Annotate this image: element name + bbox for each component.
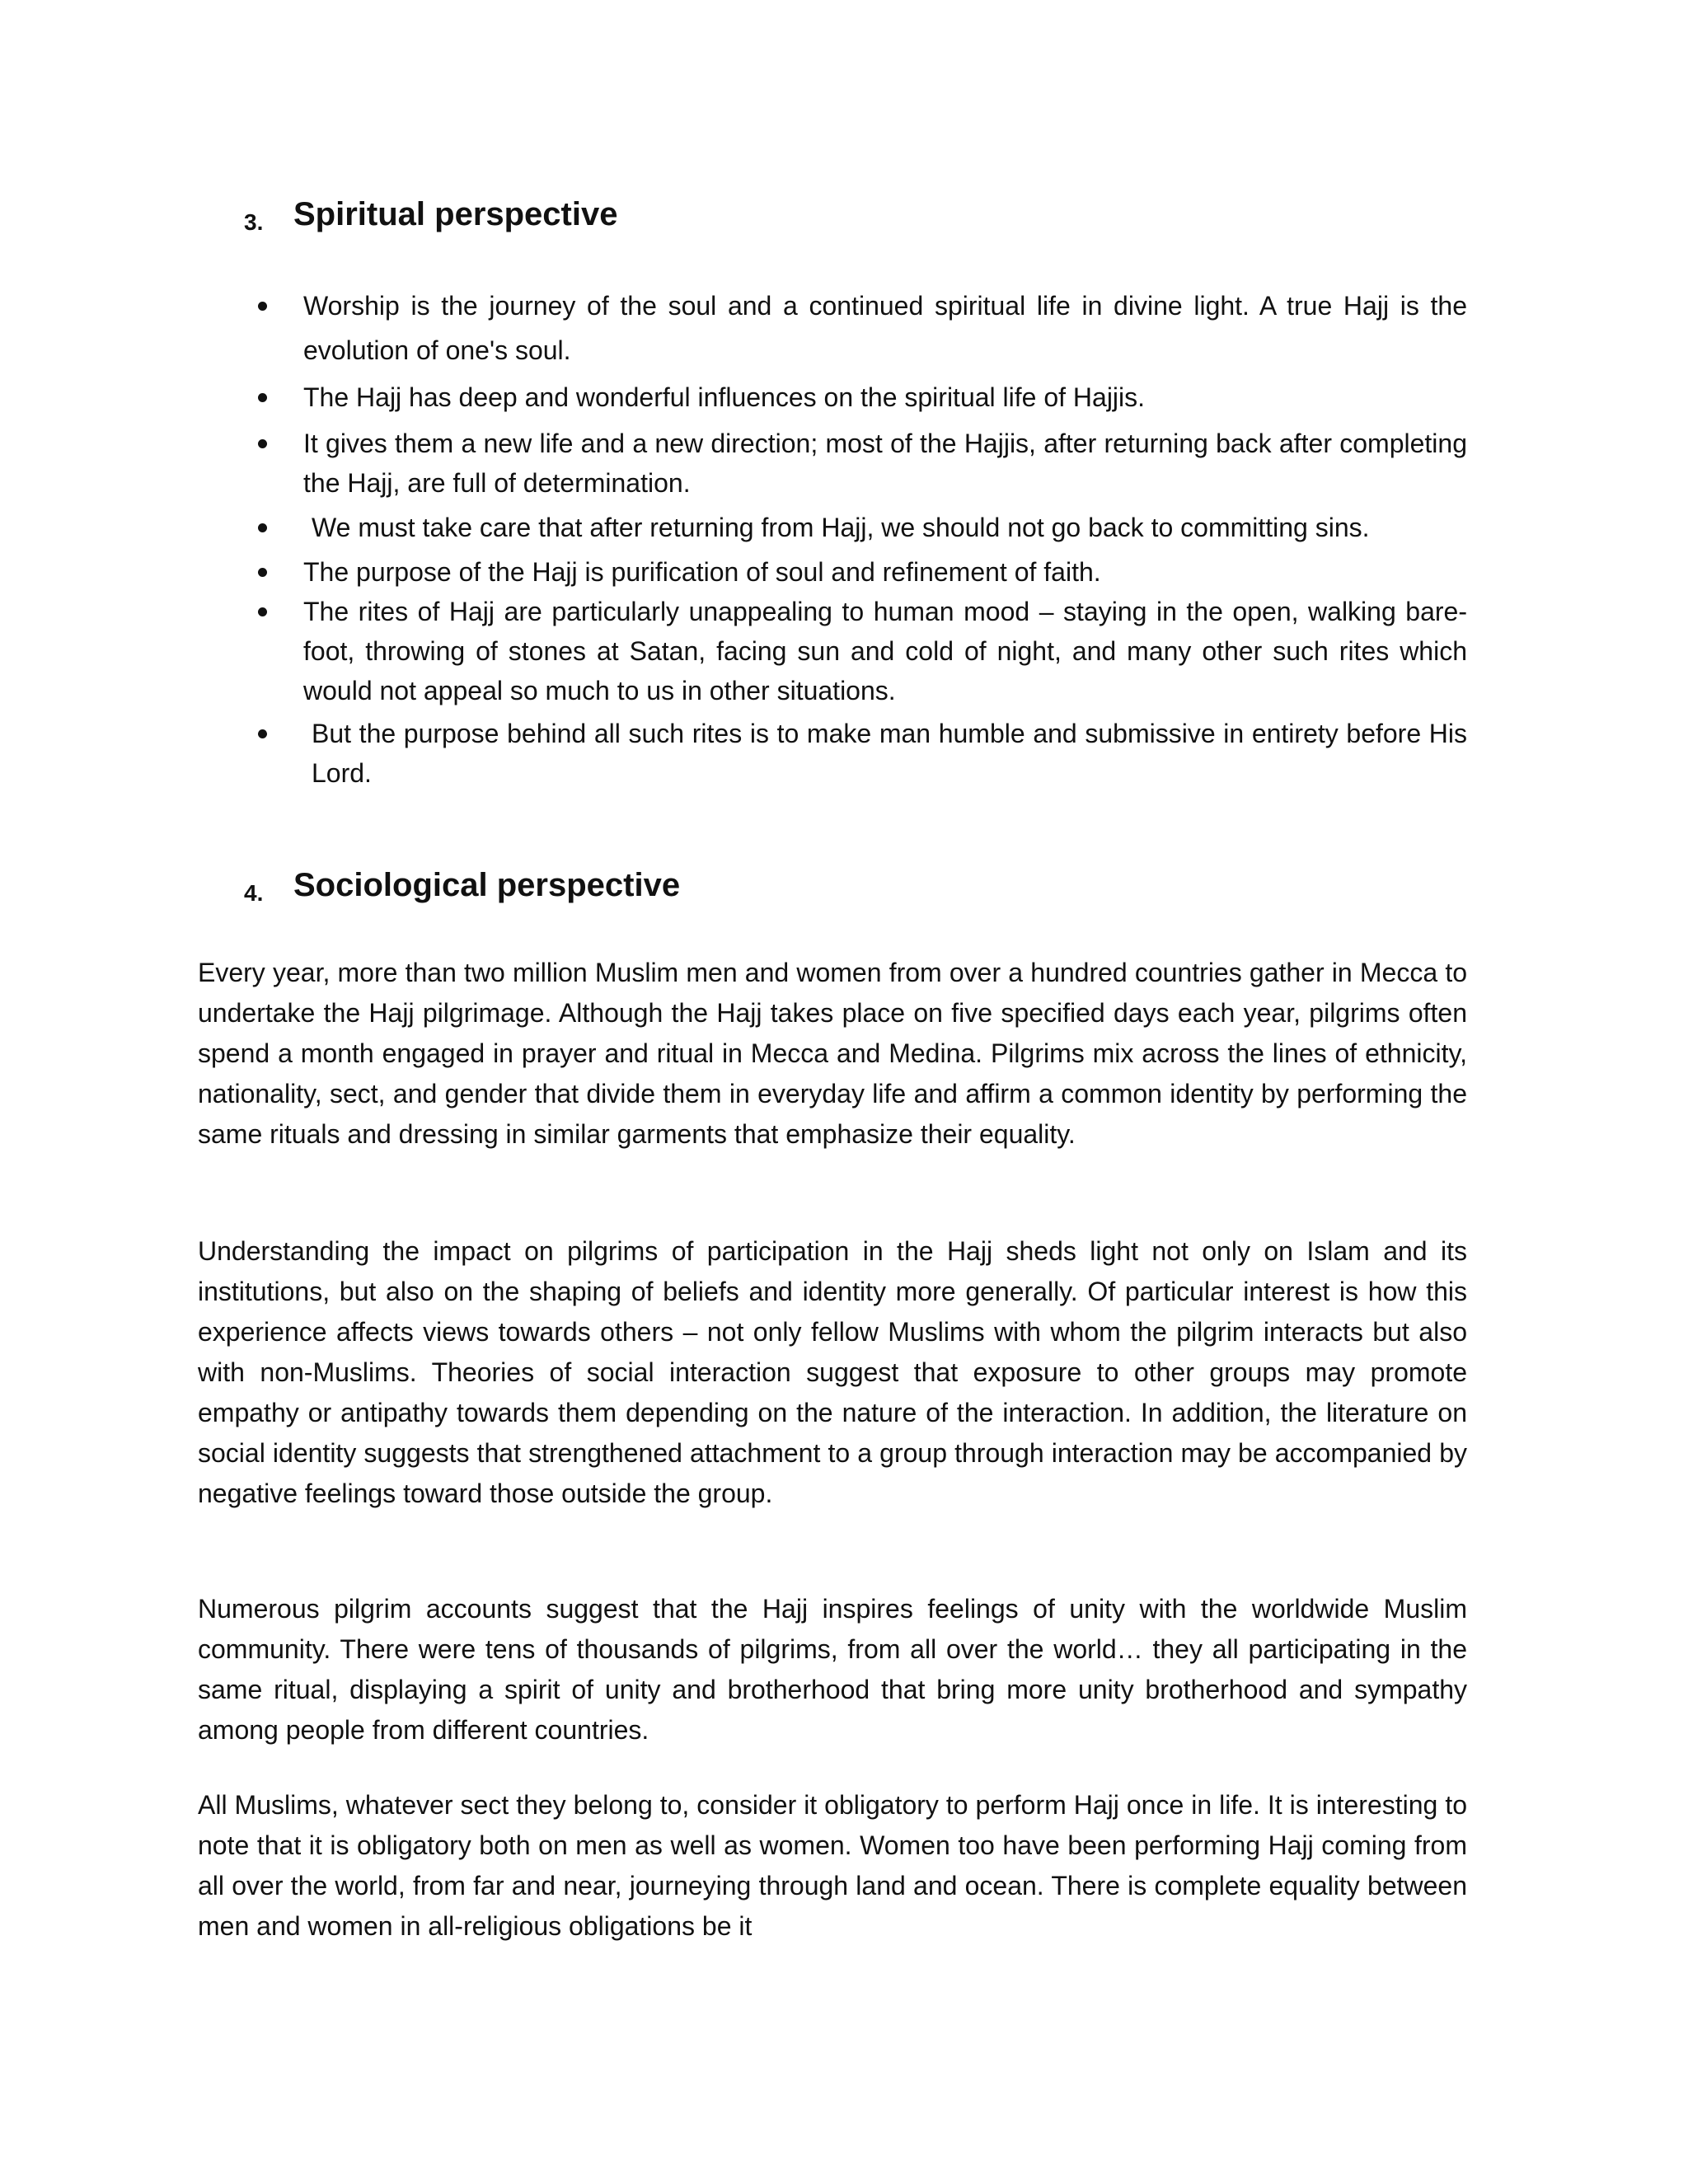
paragraph: Numerous pilgrim accounts suggest that the Hajj inspires feelings of unity with the worldwide Muslim community. There were tens of thousands of pilgrims, from all over the world… they all participating in the same ritual, displaying a spirit of unity and brotherhood that bring more unity brotherhood and sympathy among people from different countries. xyxy=(198,1594,1467,1745)
bullet-item xyxy=(247,424,1467,503)
section-3-number: 3. xyxy=(244,209,264,235)
paragraph: All Muslims, whatever sect they belong to, consider it obligatory to perform Hajj once in life. It is interesting to note that it is obligatory both on men as well as women. Women too have been performing Hajj coming from all over the world, from far and near, journeying through land and ocean. There is complete equality between men and women in all-religious obligations be it xyxy=(198,1790,1467,1941)
bullet-icon xyxy=(258,439,267,448)
bullet-icon xyxy=(258,607,267,616)
bullet-text: Worship is the journey of the soul and a continued spiritual life in divine light. A true Hajj is the evolution of one's soul. xyxy=(303,291,1467,365)
section-4-title: Sociological perspective xyxy=(293,867,681,903)
bullet-item xyxy=(247,508,1467,547)
bullet-icon xyxy=(258,393,267,402)
bullet-item xyxy=(247,377,1467,417)
bullet-text: The rites of Hajj are particularly unappealing to human mood – staying in the open, walking bare-foot, throwing of stones at Satan, facing sun and cold of night, and many other such rites which would not appeal so much to us in other situations. xyxy=(303,597,1467,705)
bullet-item xyxy=(247,592,1467,710)
bullet-icon xyxy=(258,568,267,577)
bullet-text: The Hajj has deep and wonderful influences on the spiritual life of Hajjis. xyxy=(303,382,1146,412)
bullet-icon xyxy=(258,523,267,532)
bullet-text: The purpose of the Hajj is purification of soul and refinement of faith. xyxy=(303,557,1101,587)
bullet-icon xyxy=(258,729,267,738)
bullet-item xyxy=(247,714,1467,793)
section-3-bullet-list xyxy=(247,284,1467,793)
section-3-title: Spiritual perspective xyxy=(293,196,618,232)
paragraph: Understanding the impact on pilgrims of participation in the Hajj sheds light not only on Islam and its institutions, but also on the shaping of beliefs and identity more generally. Of particular interest is how this experience affects views towards others – not only fellow Muslims with whom the pilgrim interacts but also with non-Muslims. Theories of social interaction suggest that exposure to other groups may promote empathy or antipathy towards them depending on the nature of the interaction. In addition, the literature on social identity suggests that strengthened attachment to a group through interaction may be accompanied by negative feelings toward those outside the group. xyxy=(198,1236,1467,1508)
bullet-item xyxy=(247,284,1467,373)
bullet-icon xyxy=(258,302,267,311)
bullet-item xyxy=(247,552,1467,592)
paragraph: Every year, more than two million Muslim men and women from over a hundred countries gather in Mecca to undertake the Hajj pilgrimage. Although the Hajj takes place on five specified days each year, pilgrims often spend a month engaged in prayer and ritual in Mecca and Medina. Pilgrims mix across the lines of ethnicity, nationality, sect, and gender that divide them in everyday life and affirm a common identity by performing the same rituals and dressing in similar garments that emphasize their equality. xyxy=(198,958,1467,1149)
bullet-text: We must take care that after returning from Hajj, we should not go back to committing sins. xyxy=(312,513,1370,542)
bullet-text: But the purpose behind all such rites is to make man humble and submissive in entirety before His Lord. xyxy=(312,719,1467,788)
section-4-number: 4. xyxy=(244,880,264,906)
bullet-text: It gives them a new life and a new direction; most of the Hajjis, after returning back after completing the Hajj, are full of determination. xyxy=(303,429,1467,498)
